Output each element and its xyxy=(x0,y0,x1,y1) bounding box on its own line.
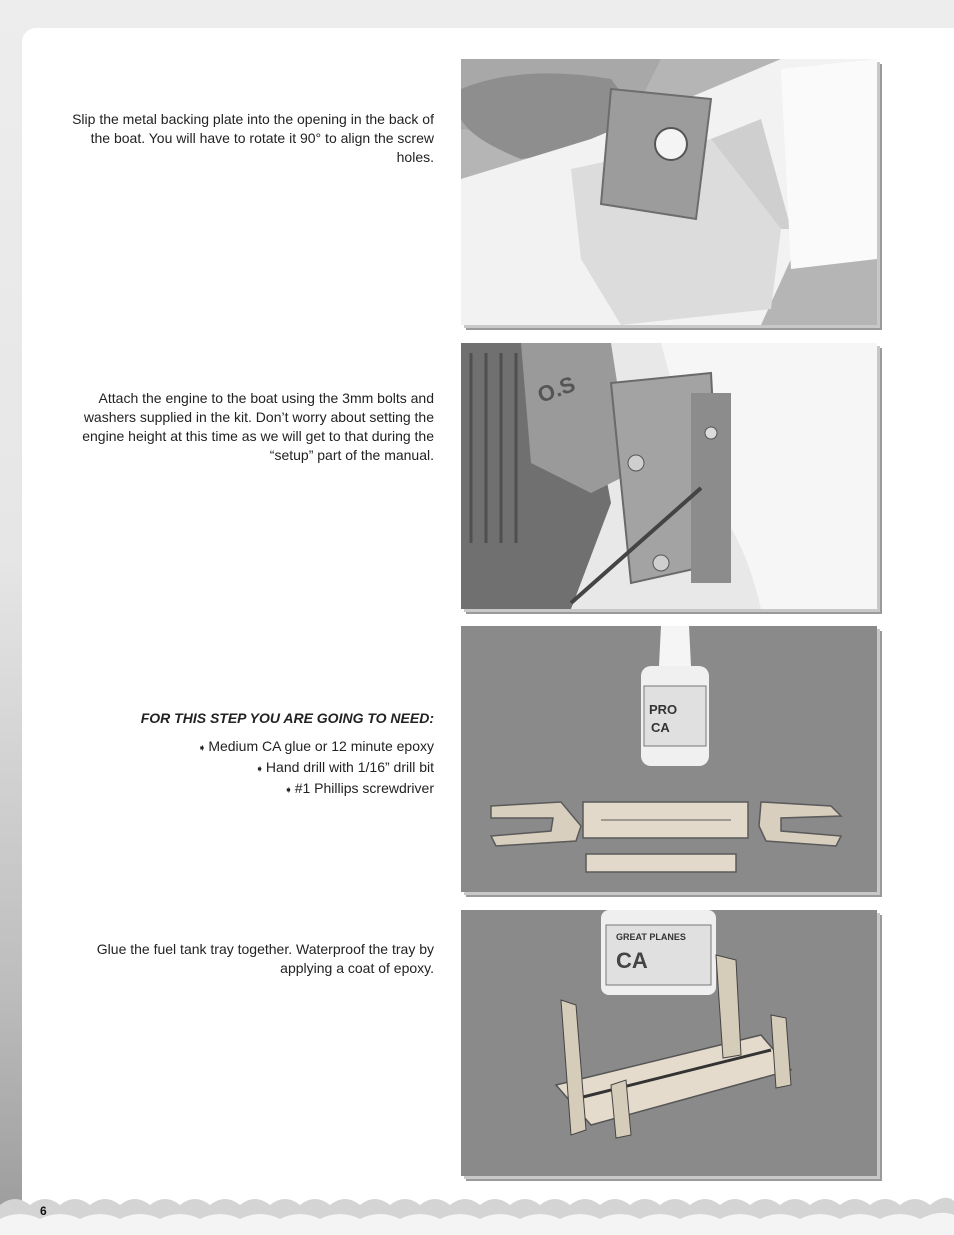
needs-item-label: Medium CA glue or 12 minute epoxy xyxy=(208,738,434,754)
bottle-label-pro: PRO xyxy=(649,702,678,717)
photo-tray-assembled xyxy=(461,910,877,1176)
bottle-label-ca: CA xyxy=(616,948,648,973)
bottle-label-ca: CA xyxy=(651,720,670,735)
needs-list xyxy=(50,737,434,800)
needs-item xyxy=(50,758,434,779)
wave-border xyxy=(0,1175,954,1235)
needs-title: FOR THIS STEP YOU ARE GOING TO NEED: xyxy=(140,710,434,726)
arrow-bullet-icon: ➧ xyxy=(255,764,264,775)
needs-item-label: Hand drill with 1/16” drill bit xyxy=(265,759,434,775)
page-number: 6 xyxy=(40,1204,47,1218)
step-3-needs xyxy=(50,709,434,800)
arrow-bullet-icon: ➧ xyxy=(284,785,293,796)
bottle-brand-label: GREAT PLANES xyxy=(616,932,686,942)
step-4-text xyxy=(50,940,434,978)
step-1-text xyxy=(50,110,434,167)
photo-tray-parts xyxy=(461,626,877,892)
engine-label: O.S xyxy=(534,371,579,408)
step-2-text xyxy=(50,389,434,465)
photo-backing-plate xyxy=(461,59,877,325)
needs-item xyxy=(50,737,434,758)
step-2-instructions: Attach the engine to the boat using the 3mm bolts and washers supplied in the kit. Don’t worry about setting the engine height at this time as we will get to that during the “setup” part of the manual. xyxy=(82,390,434,463)
step-4-instructions: Glue the fuel tank tray together. Waterproof the tray by applying a coat of epoxy. xyxy=(96,941,434,976)
photo-engine-mount xyxy=(461,343,877,609)
needs-item-label: #1 Phillips screwdriver xyxy=(294,780,434,796)
step-1-instructions: Slip the metal backing plate into the opening in the back of the boat. You will have to rotate it 90° to align the screw holes. xyxy=(72,111,434,165)
needs-item xyxy=(50,779,434,800)
arrow-bullet-icon: ➧ xyxy=(197,743,207,754)
